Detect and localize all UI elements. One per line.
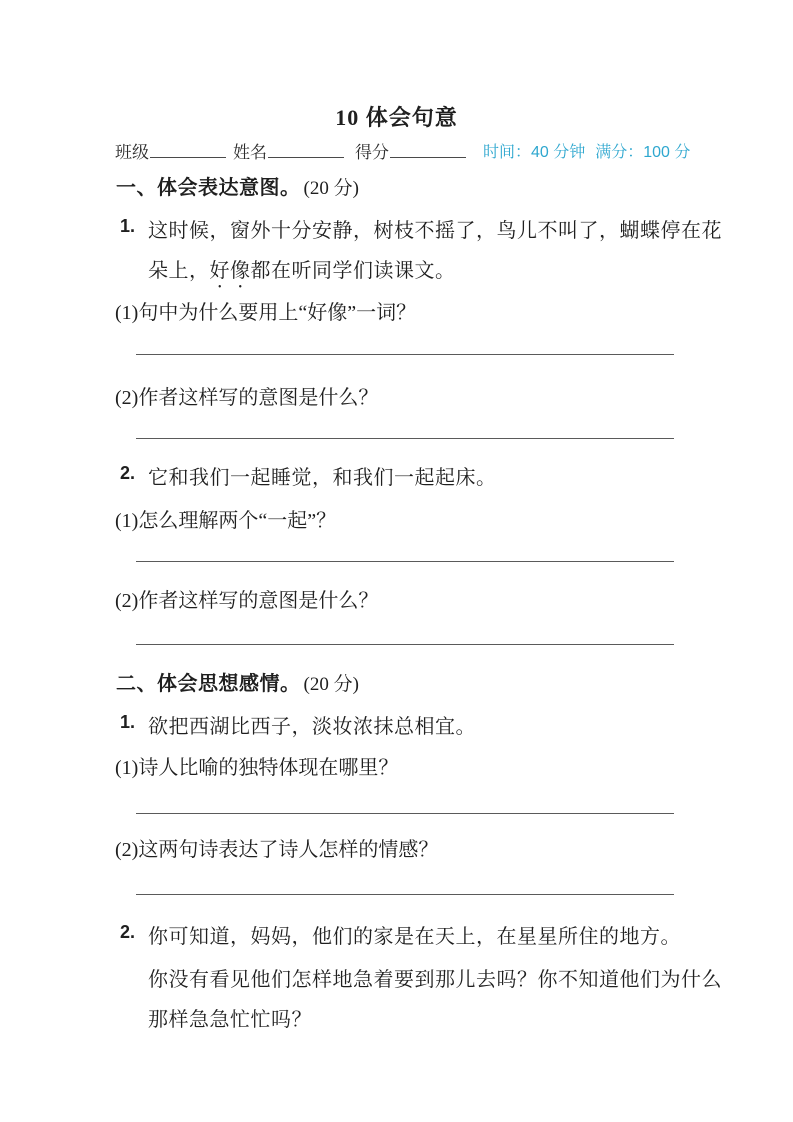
s1-q1-sentence-line1: 这时候，窗外十分安静，树枝不摇了，鸟儿不叫了，蝴蝶停在花 — [148, 220, 722, 242]
s2-q1-sentence: 欲把西湖比西子，淡妆浓抹总相宜。 — [148, 716, 476, 738]
s2-q2-sentence-line1: 你可知道，妈妈，他们的家是在天上，在星星所住的地方。 — [148, 926, 681, 948]
name-blank-line — [268, 142, 344, 158]
s2-q1-sub1: (1)诗人比喻的独特体现在哪里？ — [115, 757, 399, 779]
time-limit: 时间：40 分钟 — [483, 144, 586, 161]
full-score: 满分：100 分 — [595, 144, 691, 161]
section-1-heading-text: 一、体会表达意图。 — [116, 177, 301, 199]
section-1-heading — [116, 171, 359, 200]
page-title: 10 体会句意 — [335, 105, 458, 130]
section-2-heading-text: 二、体会思想感情。 — [116, 673, 301, 695]
s1-q1-line2-pre: 朵上， — [148, 260, 210, 282]
section-2-heading — [116, 667, 359, 696]
s2-q1-sub2: (2)这两句诗表达了诗人怎样的情感？ — [115, 839, 439, 861]
s1-q1-line2-post: 都在听同学们读课文。 — [250, 260, 456, 282]
score-blank-line — [390, 142, 466, 158]
section-1-points: (20 分) — [303, 178, 359, 199]
s1-q2-sub1: (1)怎么理解两个“一起”？ — [115, 510, 337, 532]
s2-q2-sentence-line2: 你没有看见他们怎样地急着要到那儿去吗？你不知道他们为什么 — [148, 969, 722, 991]
s2-q2-number: 2. — [120, 922, 136, 942]
name-label: 姓名 — [233, 143, 267, 162]
class-label: 班级 — [115, 143, 149, 162]
answer-line — [136, 354, 674, 355]
class-field — [115, 138, 226, 163]
s2-q1-number: 1. — [120, 712, 136, 732]
section-2-points: (20 分) — [303, 674, 359, 695]
s1-q2-number: 2. — [120, 463, 136, 483]
s1-q1-emphasized-word: 好像 — [209, 260, 251, 282]
answer-line — [136, 813, 674, 814]
answer-line — [136, 894, 674, 895]
s1-q2-sentence: 它和我们一起睡觉，和我们一起起床。 — [148, 467, 497, 489]
answer-line — [136, 561, 674, 562]
score-label: 得分 — [355, 143, 389, 162]
s1-q1-sub1: (1)句中为什么要用上“好像”一词？ — [115, 302, 417, 324]
s1-q1-sentence-line2 — [148, 254, 456, 293]
s1-q1-number: 1. — [120, 216, 136, 236]
answer-line — [136, 644, 674, 645]
class-blank-line — [150, 142, 226, 158]
exam-meta — [483, 139, 690, 162]
s1-q2-sub2: (2)作者这样写的意图是什么？ — [115, 590, 379, 612]
answer-line — [136, 438, 674, 439]
name-field — [233, 138, 344, 163]
s2-q2-sentence-line3: 那样急急忙忙吗？ — [148, 1009, 312, 1031]
score-field — [355, 138, 466, 163]
s1-q1-sub2: (2)作者这样写的意图是什么？ — [115, 387, 379, 409]
